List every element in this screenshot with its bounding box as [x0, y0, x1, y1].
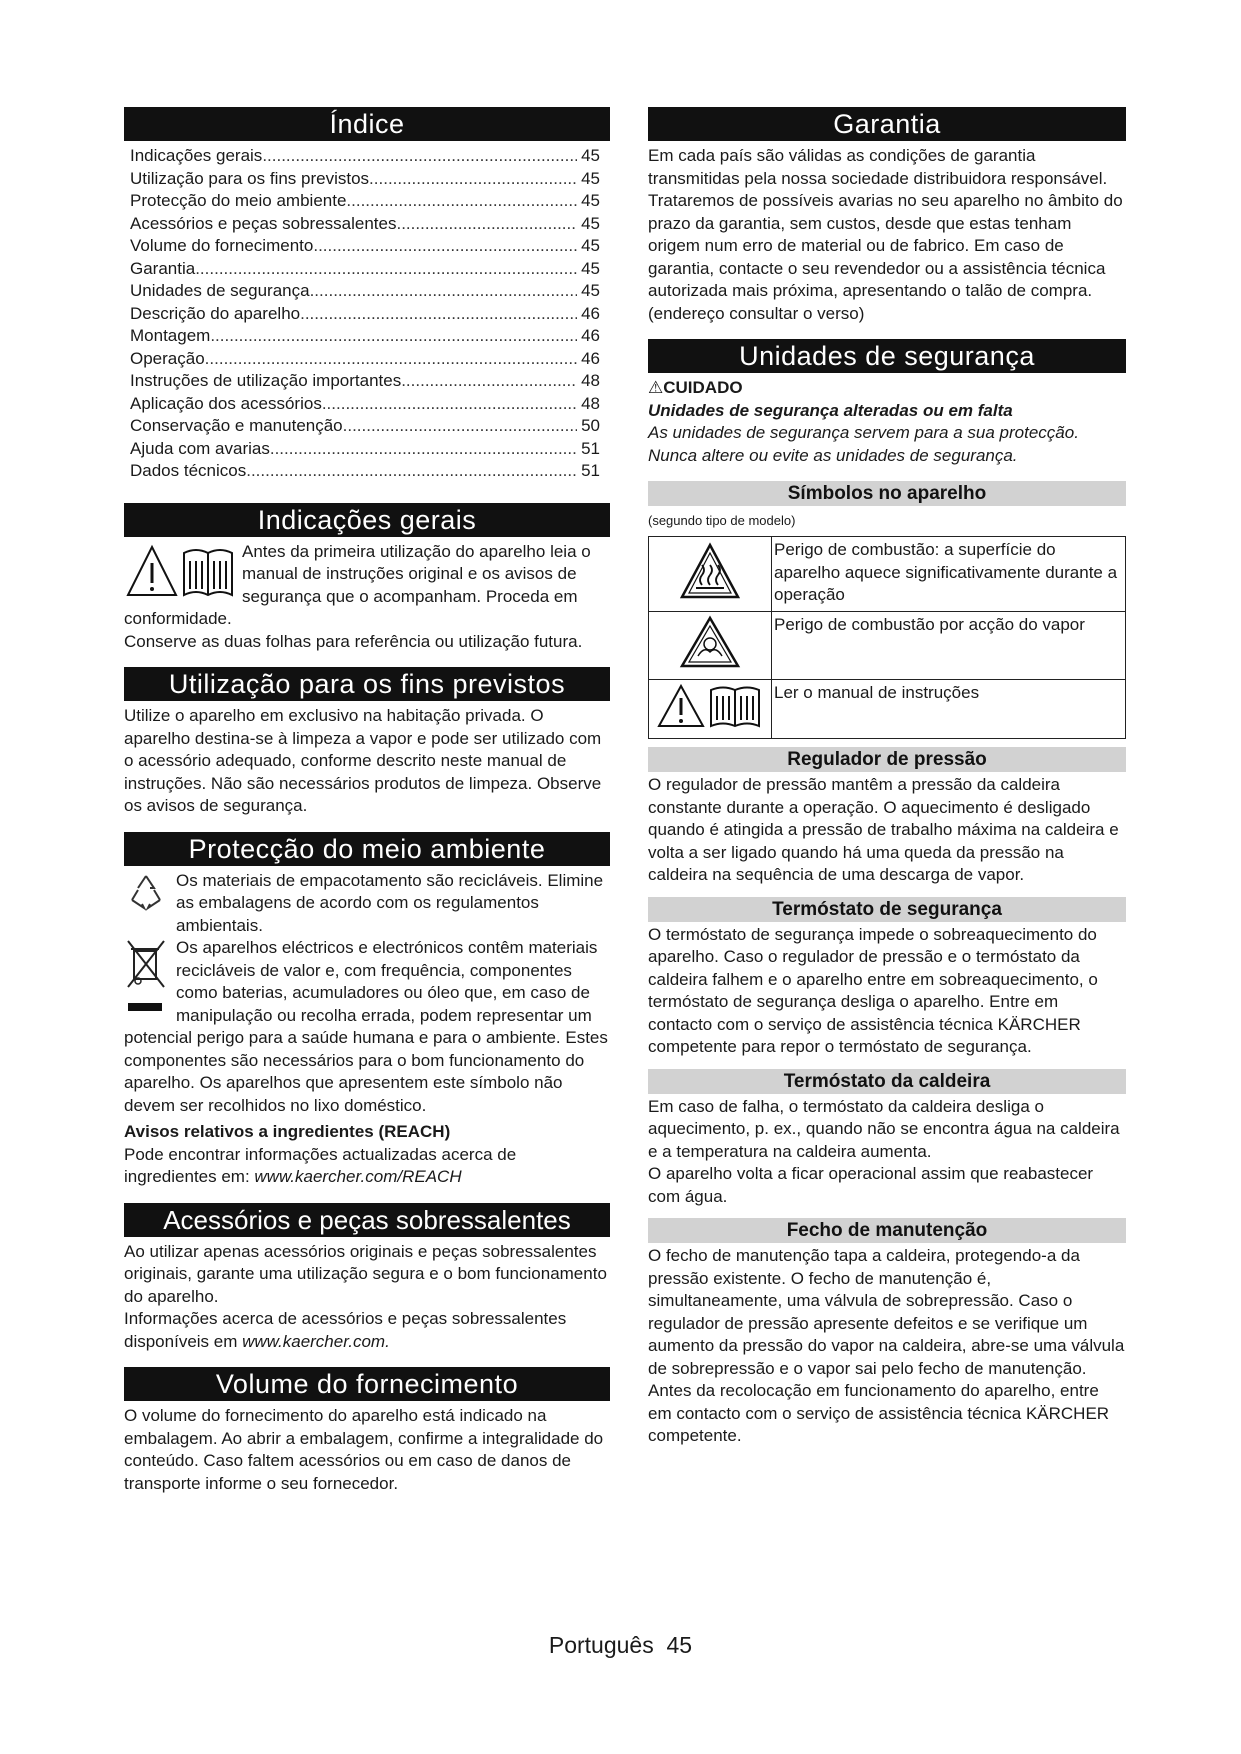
- toc-leader-dots: [346, 190, 577, 213]
- reach-text: Pode encontrar informações actualizadas acerca de ingredientes em:: [124, 1144, 517, 1186]
- toc-leader-dots: [205, 348, 577, 371]
- toc-row[interactable]: [130, 303, 600, 326]
- toc-entry-title: Garantia: [130, 258, 196, 278]
- accessories-text-2: Informações acerca de acessórios e peças sobressalentes disponíveis em: [124, 1309, 567, 1351]
- toc-row[interactable]: [130, 258, 600, 281]
- toc-entry-title: Aplicação dos acessórios: [130, 393, 322, 413]
- footer-language: Português: [548, 1632, 654, 1658]
- intended-title: Utilização para os fins previstos: [124, 667, 610, 701]
- boiler-thermostat-title: Termóstato da caldeira: [648, 1069, 1126, 1094]
- symbol-row: [649, 679, 1126, 739]
- maintenance-lock-section: [648, 1218, 1126, 1448]
- toc-leader-dots: [322, 393, 577, 416]
- toc-row[interactable]: [130, 370, 600, 393]
- warning-manual-icon: [124, 541, 234, 608]
- warranty-text-2: (endereço consultar o verso): [648, 303, 865, 323]
- environment-title: Protecção do meio ambiente: [124, 832, 610, 866]
- symbols-section: [648, 481, 1126, 739]
- toc-entry-page: 45: [581, 146, 600, 165]
- toc-entry-title: Dados técnicos: [130, 461, 247, 480]
- environment-text-2: Os aparelhos eléctricos e electrónicos contêm materiais recicláveis de valor e, com frequência, componentes como baterias, acumuladores ou óleo que, em caso de manipulação ou recolha errada, podem representar um potencial perigo para a saúde humana e para o ambiente. Estes componentes são necessários para o bom funcionamento do aparelho. Os aparelhos que apresentem este símbolo não devem ser recolhidos no lixo doméstico.: [124, 938, 608, 1115]
- toc-entry-page: 46: [581, 303, 600, 323]
- boiler-thermostat-text-2: O aparelho volta a ficar operacional assim que reabastecer com água.: [648, 1164, 1094, 1206]
- accessories-title: Acessórios e peças sobressalentes: [124, 1203, 610, 1237]
- recycling-icon: [124, 870, 168, 919]
- safety-text-1: As unidades de segurança servem para a sua protecção.: [648, 423, 1079, 442]
- toc-leader-dots: [262, 145, 577, 168]
- toc-row[interactable]: [130, 190, 600, 213]
- toc-row[interactable]: [130, 393, 600, 416]
- toc-row[interactable]: [130, 325, 600, 348]
- warranty-section: [648, 107, 1126, 325]
- symbols-table: [648, 536, 1126, 739]
- steam-hazard-icon: [649, 612, 772, 680]
- toc-entry-title: Descrição do aparelho: [130, 303, 301, 323]
- toc-entry-title: Operação: [130, 348, 205, 368]
- toc-entry-page: 51: [581, 438, 600, 458]
- symbol-row: [649, 537, 1126, 612]
- safety-section: [648, 339, 1126, 467]
- toc-leader-dots: [270, 438, 577, 461]
- right-column: [648, 107, 1126, 1462]
- toc-entry-page: 46: [581, 348, 600, 368]
- page-footer: [0, 1632, 1241, 1659]
- accessories-section: [124, 1203, 610, 1354]
- toc-entry-title: Ajuda com avarias: [130, 438, 270, 458]
- toc-leader-dots: [310, 280, 578, 303]
- toc-entry-page: 45: [581, 281, 600, 300]
- toc-entry-title: Instruções de utilização importantes: [130, 371, 402, 390]
- read-manual-icon: [649, 679, 772, 739]
- toc-row[interactable]: [130, 415, 600, 438]
- safety-thermostat-title: Termóstato de segurança: [648, 897, 1126, 922]
- symbol-row: [649, 612, 1126, 680]
- maintenance-lock-text-1: O fecho de manutenção tapa a caldeira, protegendo-a da pressão existente. O fecho de manutenção é, simultaneamente, uma válvula de sobrepressão. Caso o regulador de pressão apresente defeitos e se verifique um aumento da pressão do vapor na caldeira, abre-se uma válvula de sobrepressão e o vapor sai pelo fecho de manutenção.: [648, 1246, 1125, 1378]
- warranty-title: Garantia: [648, 107, 1126, 141]
- toc-entry-page: 45: [581, 191, 600, 210]
- toc-row[interactable]: [130, 235, 600, 258]
- environment-text-1: Os materiais de empacotamento são recicláveis. Elimine as embalagens de acordo com os regulamentos ambientais.: [176, 870, 604, 935]
- toc-entry-title: Acessórios e peças sobressalentes: [130, 213, 397, 233]
- hot-surface-icon: [649, 537, 772, 612]
- toc-entry-title: Unidades de segurança: [130, 281, 310, 300]
- toc-section: [124, 107, 610, 483]
- pressure-text: O regulador de pressão mantêm a pressão da caldeira constante durante a operação. O aquecimento é desligado quando é atingida a pressão de trabalho máxima na caldeira e volta a ser ligado quando há uma queda da pressão na caldeira na sequência de uma descarga de vapor.: [648, 775, 1119, 884]
- symbol-text-manual: Ler o manual de instruções: [772, 679, 1126, 739]
- reach-link[interactable]: www.kaercher.com/REACH: [254, 1167, 462, 1186]
- toc-list: [124, 145, 610, 483]
- toc-entry-title: Protecção do meio ambiente: [130, 191, 347, 210]
- toc-entry-title: Indicações gerais: [130, 146, 263, 165]
- toc-row[interactable]: [130, 280, 600, 303]
- toc-entry-page: 45: [581, 236, 600, 255]
- toc-row[interactable]: [130, 145, 600, 168]
- toc-entry-page: 45: [581, 168, 600, 188]
- caution-label: CUIDADO: [663, 378, 743, 397]
- caution-line: [648, 377, 1126, 400]
- boiler-thermostat-text-1: Em caso de falha, o termóstato da caldeira desliga o aquecimento, p. ex., quando não se encontra água na caldeira e a temperatura na caldeira aumenta.: [648, 1096, 1120, 1161]
- toc-leader-dots: [369, 168, 577, 191]
- symbols-note: (segundo tipo de modelo): [648, 513, 796, 528]
- general-section: [124, 503, 610, 654]
- crossed-bin-icon: [124, 937, 168, 1022]
- reach-paragraph: [124, 1144, 610, 1189]
- accessories-paragraph-2: [124, 1308, 610, 1353]
- general-text-2: Conserve as duas folhas para referência ou utilização futura.: [124, 631, 583, 651]
- intended-section: [124, 667, 610, 818]
- recycling-block: [124, 870, 610, 938]
- environment-section: [124, 832, 610, 1189]
- accessories-text-1: Ao utilizar apenas acessórios originais e peças sobressalentes originais, garante uma utilização segura e o bom funcionamento do aparelho.: [124, 1241, 607, 1306]
- symbols-title: Símbolos no aparelho: [648, 481, 1126, 506]
- toc-entry-page: 48: [581, 371, 600, 390]
- toc-leader-dots: [300, 303, 577, 326]
- toc-entry-title: Utilização para os fins previstos: [130, 168, 370, 188]
- maintenance-lock-title: Fecho de manutenção: [648, 1218, 1126, 1243]
- toc-entry-title: Volume do fornecimento: [130, 236, 314, 255]
- safety-thermostat-text: O termóstato de segurança impede o sobreaquecimento do aparelho. Caso o regulador de pressão e o termóstato da caldeira falhem e o aparelho entre em sobreaquecimento, o termóstato de segurança desliga o aparelho. Entre em contacto com o serviço de assistência técnica KÄRCHER competente para repor o termóstato de segurança.: [648, 924, 1098, 1056]
- toc-leader-dots: [343, 415, 577, 438]
- toc-title: Índice: [124, 107, 610, 141]
- general-text-1: Antes da primeira utilização do aparelho leia o manual de instruções original e os avisos de segurança que o acompanham. Proceda em conformidade.: [124, 541, 591, 628]
- toc-leader-dots: [195, 258, 577, 281]
- delivery-section: [124, 1367, 610, 1495]
- left-column: [124, 107, 610, 1509]
- footer-page-number: 45: [666, 1632, 693, 1658]
- toc-row[interactable]: [130, 213, 600, 236]
- symbol-text-hot-surface: Perigo de combustão: a superfície do aparelho aquece significativamente durante a operação: [772, 537, 1126, 612]
- caution-icon: ⚠: [648, 378, 664, 397]
- toc-leader-dots: [210, 325, 577, 348]
- toc-row[interactable]: [130, 348, 600, 371]
- toc-leader-dots: [313, 235, 577, 258]
- safety-title: Unidades de segurança: [648, 339, 1126, 373]
- toc-row[interactable]: [130, 168, 600, 191]
- toc-entry-title: Conservação e manutenção: [130, 416, 343, 435]
- caution-subtitle: Unidades de segurança alteradas ou em falta: [648, 400, 1013, 420]
- delivery-title: Volume do fornecimento: [124, 1367, 610, 1401]
- maintenance-lock-text-2: Antes da recolocação em funcionamento do aparelho, entre em contacto com o serviço de assistência técnica KÄRCHER competente.: [648, 1381, 1110, 1445]
- toc-entry-title: Montagem: [130, 326, 211, 345]
- symbol-text-steam: Perigo de combustão por acção do vapor: [772, 612, 1126, 680]
- toc-entry-page: 45: [581, 258, 600, 278]
- toc-entry-page: 51: [581, 461, 600, 480]
- toc-entry-page: 50: [581, 416, 600, 435]
- toc-leader-dots: [401, 370, 577, 393]
- toc-entry-page: 45: [581, 213, 600, 233]
- warranty-text-1: Em cada país são válidas as condições de garantia transmitidas pela nossa sociedade distribuidora responsável. Trataremos de possíveis avarias no seu aparelho no âmbito do prazo da garantia, sem custos, desde que estas tenham origem num erro de material ou de fabrico. Em caso de garantia, contacte o seu revendedor ou a assistência técnica autorizada mais próxima, apresentando o talão de compra.: [648, 146, 1123, 300]
- toc-leader-dots: [396, 213, 577, 236]
- pressure-title: Regulador de pressão: [648, 747, 1126, 772]
- accessories-link[interactable]: www.kaercher.com.: [242, 1331, 390, 1351]
- pressure-section: [648, 747, 1126, 887]
- toc-entry-page: 48: [581, 393, 600, 413]
- toc-row[interactable]: [130, 460, 600, 483]
- safety-thermostat-section: [648, 897, 1126, 1059]
- intended-text: Utilize o aparelho em exclusivo na habitação privada. O aparelho destina-se à limpeza a vapor e pode ser utilizado com o acessório adequado, conforme descrito neste manual de instruções. Não são necessários produtos de limpeza. Observe os avisos de segurança.: [124, 706, 602, 815]
- toc-leader-dots: [246, 460, 577, 483]
- boiler-thermostat-section: [648, 1069, 1126, 1209]
- safety-text-2: Nunca altere ou evite as unidades de segurança.: [648, 445, 1018, 465]
- delivery-text: O volume do fornecimento do aparelho está indicado na embalagem. Ao abrir a embalagem, confirme a integralidade do conteúdo. Caso faltem acessórios ou em caso de danos de transporte informe o seu fornecedor.: [124, 1406, 604, 1493]
- weee-block: [124, 937, 610, 1117]
- toc-row[interactable]: [130, 438, 600, 461]
- reach-title: Avisos relativos a ingredientes (REACH): [124, 1122, 451, 1141]
- general-title: Indicações gerais: [124, 503, 610, 537]
- toc-entry-page: 46: [581, 326, 600, 345]
